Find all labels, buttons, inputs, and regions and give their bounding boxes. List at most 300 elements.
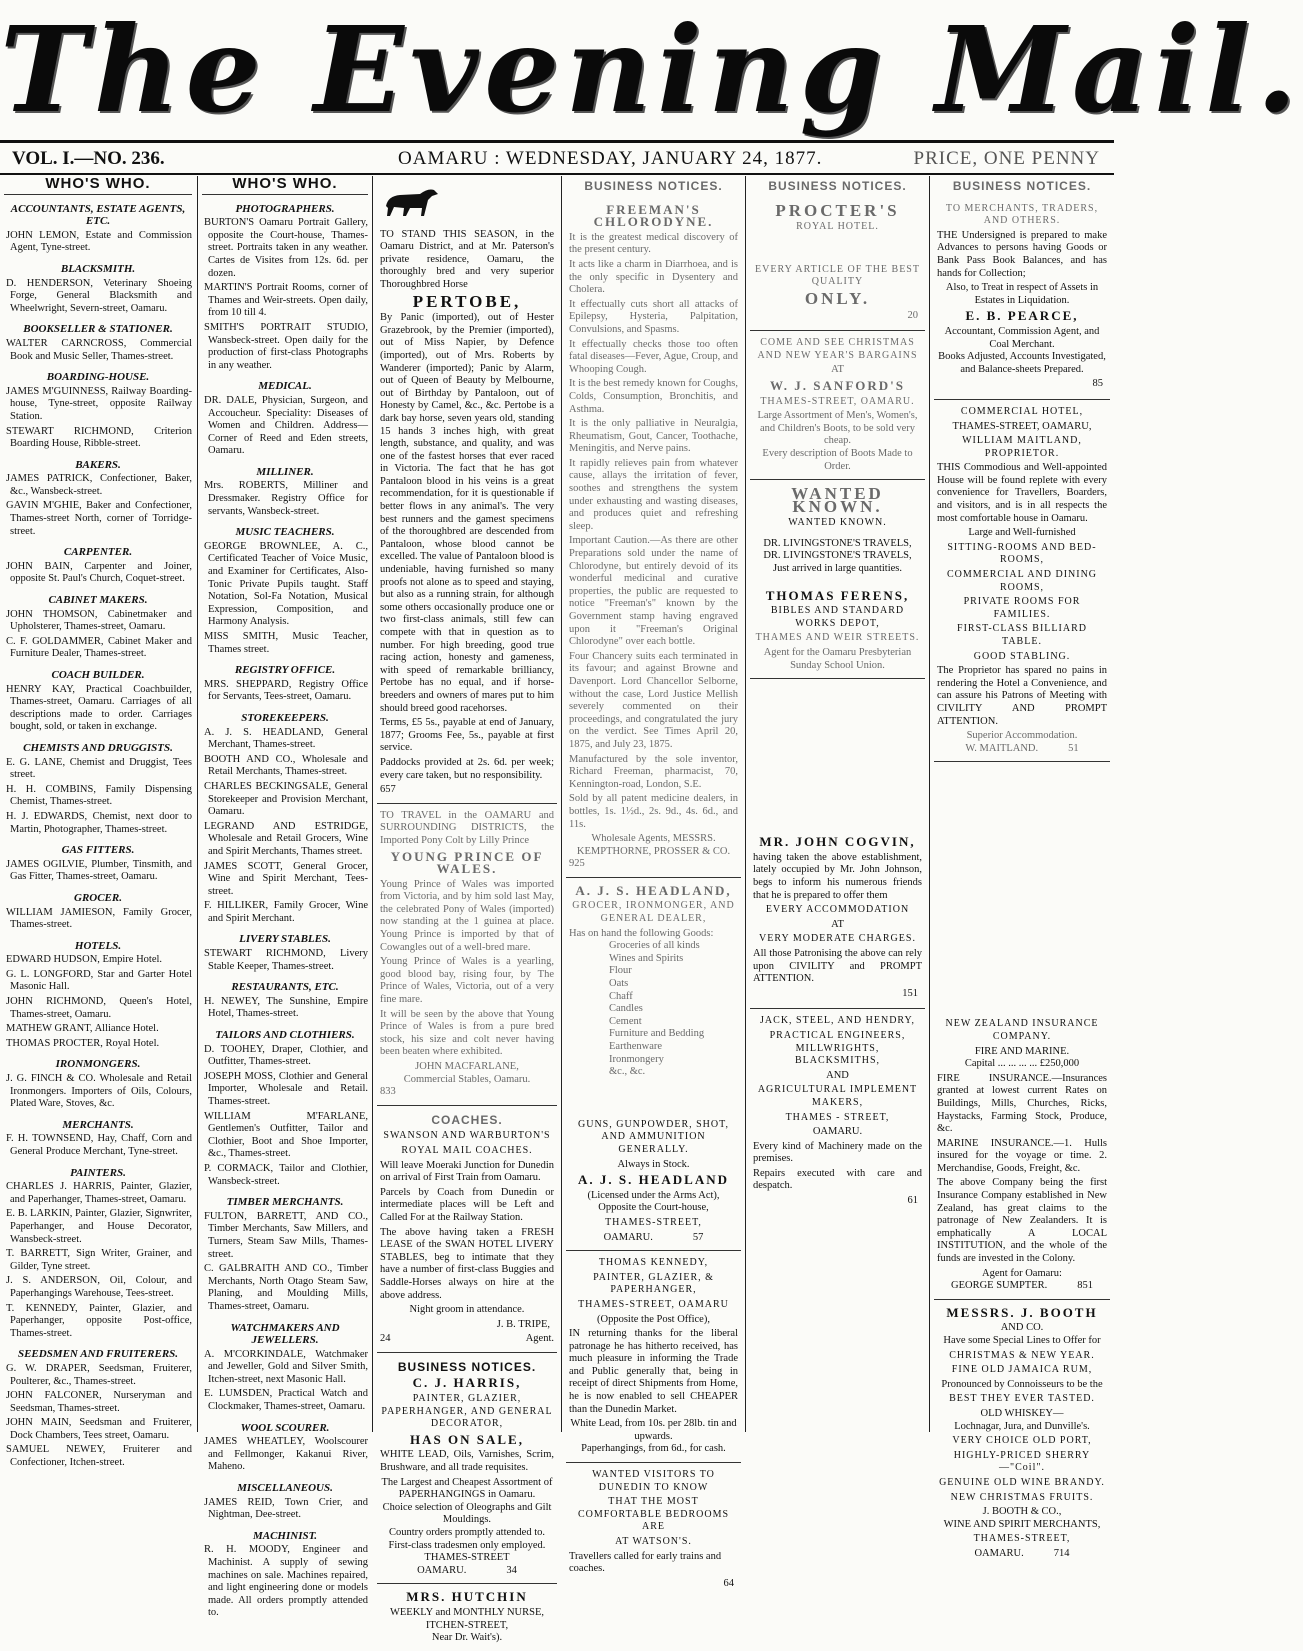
business-heading: BUSINESS NOTICES. xyxy=(584,179,723,193)
procter-only: ONLY. xyxy=(804,288,871,308)
section-heading: BOOKSELLER & STATIONER. xyxy=(23,323,173,336)
commercial-hotel-ad xyxy=(934,400,1110,762)
directory-entry: BURTON'S Oamaru Portrait Gallery, opposite the Court-house, Thames-street. Portraits taken in any weather. Cartes de Visites from 12s. 6d. per dozen. xyxy=(204,217,368,279)
sanford-at: AT xyxy=(831,364,844,376)
harris-body: Choice selection of Oleographs and Gilt Mouldings. xyxy=(382,1501,552,1526)
pearce-ad xyxy=(934,197,1110,400)
stud-terms: Terms, £5 5s., payable at end of January, 1877; Grooms Fee, 5s., payable at first service. xyxy=(380,717,554,754)
pony-intro: TO TRAVEL in the OAMARU and SURROUNDING DISTRICTS, the Imported Pony Colt by Lilly Prince xyxy=(380,809,554,846)
ad-number: 151 xyxy=(902,987,918,999)
coach-ad xyxy=(377,1106,557,1353)
kennedy-trade: PAINTER, GLAZIER, & PAPERHANGER, xyxy=(593,1271,714,1296)
book-title: DR. LIVINGSTONE'S TRAVELS, xyxy=(763,537,912,549)
column-whos-who-1 xyxy=(4,175,192,1469)
harris-body: The Largest and Cheapest Assortment of PAPERHANGINGS in Oamaru. xyxy=(381,1476,553,1501)
kennedy-paper: Paperhangings, from 6d., for cash. xyxy=(581,1443,726,1455)
section-heading: MACHINIST. xyxy=(252,1529,318,1542)
section-heading: LIVERY STABLES. xyxy=(239,933,331,946)
business-heading: BUSINESS NOTICES. xyxy=(952,179,1092,193)
directory-entry: C. GALBRAITH AND CO., Timber Merchants, North Otago Steam Saw, Planing, and Moulding Mills, Thames-street, Oamaru. xyxy=(204,1263,368,1312)
section-heading: ACCOUNTANTS, ESTATE AGENTS, ETC. xyxy=(10,202,186,228)
steel-street: THAMES - STREET, xyxy=(785,1111,890,1123)
section-heading: BOARDING-HOUSE. xyxy=(46,371,150,384)
column-rule xyxy=(197,176,198,1432)
steel-repairs: Repairs executed with care and despatch. xyxy=(753,1167,922,1192)
hotel-street: THAMES-STREET, OAMARU, xyxy=(952,420,1092,432)
kennedy-street: THAMES-STREET, OAMARU xyxy=(578,1298,729,1310)
hotel-accommodation: Superior Accommodation. xyxy=(966,730,1078,742)
headland-opp: Opposite the Court-house, xyxy=(598,1202,709,1214)
sanford-name: W. J. SANFORD'S xyxy=(770,377,905,393)
steel-town: OAMARU. xyxy=(812,1126,863,1138)
stock-item: Cement xyxy=(609,1015,642,1027)
directory-entry: HENRY KAY, Practical Coachbuilder, Thames-street, Oamaru. Carriages of all descriptions made to order. Carriages bought, sold, or taken in exchange. xyxy=(6,683,192,733)
watson-line: AT WATSON'S. xyxy=(615,1536,692,1547)
coach-title: ROYAL MAIL COACHES. xyxy=(401,1144,533,1156)
chlorodyne-agents: Wholesale Agents, MESSRS. KEMPTHORNE, PROSSER & CO. xyxy=(576,833,731,857)
booth-xmas: CHRISTMAS & NEW YEAR. xyxy=(949,1349,1095,1361)
directory-entry: MISS SMITH, Music Teacher, Thames street. xyxy=(204,631,368,655)
booth-item: FINE OLD JAMAICA RUM, xyxy=(951,1364,1093,1376)
hotel-feature: FIRST-CLASS BILLIARD TABLE. xyxy=(957,623,1087,647)
harris-body: WHITE LEAD, Oils, Varnishes, Scrim, Brushware, and all trade requisites. xyxy=(380,1449,554,1474)
kennedy-opp: (Opposite the Post Office), xyxy=(597,1313,710,1325)
ad-number: 833 xyxy=(380,1086,396,1098)
harris-footer xyxy=(380,1565,554,1578)
section-heading: WOOL SCOURER. xyxy=(240,1421,330,1434)
ferens-agent: Agent for the Oamaru Presbyterian Sunday School Union. xyxy=(763,647,912,671)
coach-body: Will leave Moeraki Junction for Dunedin on arrival of First Train from Oamaru. xyxy=(380,1159,554,1184)
headland-title: GROCER, IRONMONGER, AND GENERAL DEALER, xyxy=(572,900,735,925)
harris-street: THAMES-STREET xyxy=(424,1552,510,1564)
hotel-feature: COMMERCIAL AND DINING ROOMS, xyxy=(946,569,1098,593)
procter-hotel: ROYAL HOTEL. xyxy=(796,221,879,233)
chlorodyne-line: It acts like a charm in Diarrhoea, and is the only specific in Dysentery and Cholera. xyxy=(569,258,738,296)
pony-body: Young Prince of Wales is a yearling, good blood bay, rising four, by The Prince of Wales, Victoria, out of a very fine mare. xyxy=(380,956,554,1006)
column-6 xyxy=(934,176,1110,1559)
cogvin-charges: VERY MODERATE CHARGES. xyxy=(759,933,916,945)
coach-body: Parcels by Coach from Dunedin or intermediate places will be Left and Called For at the Railway Station. xyxy=(380,1186,554,1223)
steel-ad xyxy=(750,1009,925,1215)
booth-trade: WINE AND SPIRIT MERCHANTS, xyxy=(943,1518,1101,1530)
business-heading: BUSINESS NOTICES. xyxy=(768,179,907,193)
wanted-known: WANTED KNOWN. xyxy=(788,517,887,529)
directory-entry: GAVIN M'GHIE, Baker and Confectioner, Thames-street North, corner of Torridge-street. xyxy=(6,500,192,537)
section-heading: COACH BUILDER. xyxy=(51,669,145,681)
coach-agent: Agent. xyxy=(525,1333,554,1345)
section-heading: PAINTERS. xyxy=(70,1166,126,1179)
directory-entry: Mrs. ROBERTS, Milliner and Dressmaker. Registry Office for servants, Wansbeck-street. xyxy=(204,480,368,517)
column-heading: WHO'S WHO. xyxy=(4,178,192,195)
watson-travellers: Travellers called for early trains and coaches. xyxy=(569,1550,722,1575)
sanford-body: Every description of Boots Made to Order. xyxy=(762,447,913,472)
cogvin-body: All those Patronising the above can rely upon CIVILITY and PROMPT ATTENTION. xyxy=(753,947,922,985)
watson-line: WANTED VISITORS TO DUNEDIN TO KNOW xyxy=(592,1469,715,1493)
headland-street: THAMES-STREET, xyxy=(605,1216,702,1228)
directory-entry: STEWART RICHMOND, Criterion Boarding House, Ribble-street. xyxy=(6,425,192,450)
directory-entry: T. BARRETT, Sign Writer, Grainer, and Gilder, Tyne street. xyxy=(6,1248,192,1272)
column-rule xyxy=(929,176,930,1432)
section-heading: PHOTOGRAPHERS. xyxy=(235,202,335,215)
nurse-line: Near Dr. Wait's). xyxy=(431,1632,503,1644)
hotel-feature: PRIVATE ROOMS FOR FAMILIES. xyxy=(963,596,1081,620)
pearce-trade: Accountant, Commission Agent, and Coal Merchant. xyxy=(944,325,1100,350)
booth-item: VERY CHOICE OLD PORT, xyxy=(952,1435,1092,1447)
ad-number: 20 xyxy=(907,309,918,321)
harris-body: Country orders promptly attended to. xyxy=(388,1527,545,1538)
masthead xyxy=(0,0,1303,140)
section-heading: CARPENTER. xyxy=(63,546,133,559)
wanted-known: WANTED KNOWN. xyxy=(791,484,884,516)
stock-item: Groceries of all kinds xyxy=(609,940,700,952)
booth-item: BEST THEY EVER TASTED. xyxy=(949,1393,1095,1405)
chlorodyne-line: Sold by all patent medicine dealers, in bottles, 1s. 1½d., 2s. 9d., 4s. 6d., and 11s. xyxy=(569,793,738,830)
insurance-footer xyxy=(937,1280,1107,1293)
directory-entry: G. L. LONGFORD, Star and Garter Hotel Masonic Hall. xyxy=(6,968,192,993)
insurance-ad xyxy=(934,1012,1110,1299)
stock-item: &c., &c. xyxy=(609,1066,646,1078)
headland-stock-intro: Has on hand the following Goods: xyxy=(569,927,714,939)
stock-item: Flour xyxy=(609,965,632,977)
headland-ad xyxy=(566,878,741,1251)
coach-body: The above having taken a FRESH LEASE of the SWAN HOTEL LIVERY STABLES, beg to intimate that they have a number of first-class Buggies and Saddle-Horses always on hire at the above address. xyxy=(380,1226,554,1301)
booth-ad xyxy=(934,1300,1110,1567)
section-heading: IRONMONGERS. xyxy=(55,1058,141,1071)
pony-signature: JOHN MACFARLANE, xyxy=(415,1061,519,1072)
coach-heading: COACHES. xyxy=(431,1112,503,1127)
hotel-body: The Proprietor has spared no pains in rendering the Hotel a Convenience, and can assure his Patrons of Meeting with CIVILITY AND PROMPT ATTENTION. xyxy=(937,665,1107,727)
directory-entry: JOHN BAIN, Carpenter and Joiner, opposite St. Paul's Church, Coquet-street. xyxy=(6,560,192,585)
ad-number: 925 xyxy=(569,858,585,870)
stock-item: Chaff xyxy=(609,990,633,1002)
booth-item: NEW CHRISTMAS FRUITS. xyxy=(950,1491,1094,1503)
kennedy-ad xyxy=(566,1251,741,1463)
hotel-rooms: Large and Well-furnished xyxy=(968,527,1076,539)
kennedy-name: THOMAS KENNEDY, xyxy=(598,1257,709,1269)
section-heading: MEDICAL. xyxy=(258,380,312,393)
directory-entry: JAMES OGILVIE, Plumber, Tinsmith, and Gas Fitter, Thames-street, Oamaru. xyxy=(6,858,192,883)
ferens-name: THOMAS FERENS, xyxy=(765,587,910,603)
directory-entry: JOHN THOMSON, Cabinetmaker and Upholsterer, Thames-street, Oamaru. xyxy=(6,608,192,633)
headland-name-2: A. J. S. HEADLAND xyxy=(577,1172,729,1188)
directory-entry: SAMUEL NEWEY, Fruiterer and Confectioner, Itchen-street. xyxy=(6,1444,192,1469)
chlorodyne-lines xyxy=(569,232,738,831)
directory-entry: F. HILLIKER, Family Grocer, Wine and Spirit Merchant. xyxy=(204,900,368,924)
chlorodyne-ad xyxy=(566,197,741,878)
sanford-street: THAMES-STREET, OAMARU. xyxy=(760,395,915,407)
hotel-footer xyxy=(937,743,1107,756)
ferens-arrived: Just arrived in large quantities. xyxy=(773,563,902,575)
pony-ad xyxy=(377,804,557,1106)
newspaper-title: The Evening Mail. xyxy=(0,0,1303,139)
directory-entry: FULTON, BARRETT, AND CO., Timber Merchants, Saw Millers, and Turners, Steam Saw Mills, Thames-street. xyxy=(204,1210,368,1260)
procter-ad xyxy=(750,197,925,332)
chlorodyne-line: It effectually checks those too often fatal diseases—Fever, Ague, Croup, and Whooping Cough. xyxy=(569,338,738,375)
nurse-line: WEEKLY and MONTHLY NURSE, xyxy=(389,1606,544,1618)
horse-pedigree: By Panic (imported), out of Hester Grazebrook, by the Premier (imported), out of Miss Napier, by Defence (imported), out of Mrs. Roberts by Wanderer (imported); Panic by Alarm, out of Queen of Beauty by Melbourne, out of Birthday by Pantaloon, out of Honesty by Camel, &c., &c. Pertobe is a dark bay horse, seven years old, standing 15 hands 3 inches high, with great length, substance, and quality, and was one of the fastest horses that ever raced in Victoria. The fact that he has got Pantaloon blood in his veins is a great recommendation, for it is questionable if better flows in any animal's. The very best runners and the gamest specimens of the thoroughbred are descended from Pantaloon, whose blood cannot be excelled. The value of Pantaloon blood is undeniable, having furnished so many proofs not alone as to speed and staying, but also as a running strain, for although some others occasionally produce one or two first-class animals, still few can compete with that in question as to number. For high breeding, good true racing action, honesty and gameness, with speed of remarkable brilliancy, Pertobe has no equal, and if horse-breeders and owners of mares put to him should breed good racehorses. xyxy=(380,312,554,714)
stock-item: Furniture and Bedding xyxy=(609,1028,705,1040)
directory-entry: T. KENNEDY, Painter, Glazier, and Paperhanger, opposite Post-office, Thames-street. xyxy=(6,1302,192,1339)
booth-street: THAMES-STREET, xyxy=(973,1533,1071,1545)
chlorodyne-line: It is the only palliative in Neuralgia, Rheumatism, Gout, Cancer, Toothache, Meningitis, and Nerve pains. xyxy=(569,418,738,455)
directory-entry: THOMAS PROCTER, Royal Hotel. xyxy=(6,1037,160,1049)
steel-trade: AGRICULTURAL IMPLEMENT MAKERS, xyxy=(757,1084,918,1108)
ad-number: 61 xyxy=(907,1195,918,1207)
harris-sale: HAS ON SALE, xyxy=(410,1431,524,1447)
steel-and: AND xyxy=(826,1069,849,1081)
section-heading: MISCELLANEOUS. xyxy=(237,1482,333,1495)
booth-item: OLD WHISKEY— xyxy=(980,1407,1064,1419)
section-heading: MERCHANTS. xyxy=(62,1118,134,1131)
section-heading: SEEDSMEN AND FRUITERERS. xyxy=(17,1348,179,1361)
directory-entry: WILLIAM M'FARLANE, Gentlemen's Outfitter, Tailor and Clothier, Boot and Shoe Importer, &c., Thames-street. xyxy=(204,1110,368,1160)
chlorodyne-line: It effectually cuts short all attacks of Epilepsy, Hysteria, Palpitation, Convulsions, and Spasms. xyxy=(569,298,738,335)
stock-item: Ironmongery xyxy=(609,1053,664,1065)
ad-number: 64 xyxy=(723,1577,734,1589)
directory-entry: A. M'CORKINDALE, Watchmaker and Jeweller, Gold and Silver Smith, Itchen-street, next Masonic Hall. xyxy=(204,1348,368,1385)
directory-entry: EDWARD HUDSON, Empire Hotel. xyxy=(6,954,163,966)
cogvin-ad xyxy=(750,829,925,1009)
column-rule xyxy=(745,176,746,1432)
hotel-body: THIS Commodious and Well-appointed House will be found replete with every convenience for Travellers, Boarders, and visitors, and is in all respects the most comfortable house in Oamaru. xyxy=(937,462,1107,524)
ad-number: 24 xyxy=(380,1333,391,1345)
directory-entry: H. H. COMBINS, Family Dispensing Chemist, Thames-street. xyxy=(6,783,192,808)
directory-entry: JAMES PATRICK, Confectioner, Baker, &c., Wansbeck-street. xyxy=(6,473,192,497)
horse-name: PERTOBE, xyxy=(412,291,522,311)
insurance-body: The above Company being the first Insurance Company established in New Zealand, has great claims to the patronage of New Zealanders. It is emphatically A LOCAL INSTITUTION, and the whole of the funds are invested in the Colony. xyxy=(937,1177,1107,1265)
directory-entry: J. S. ANDERSON, Oil, Colour, and Paperhangings Warehouse, Tees-street. xyxy=(6,1275,192,1299)
procter-name: PROCTER'S xyxy=(775,200,900,220)
stock-item: Candles xyxy=(609,1003,643,1015)
nurse-line: ITCHEN-STREET, xyxy=(425,1619,509,1631)
directory-entry: MRS. SHEPPARD, Registry Office for Servants, Tees-street, Oamaru. xyxy=(204,678,368,703)
directory-entry: MARTIN'S Portrait Rooms, corner of Thames and Weir-streets. Open daily, from 10 till 4. xyxy=(204,282,368,319)
sanford-ad xyxy=(750,331,925,480)
directory-entry: H. J. EDWARDS, Chemist, next door to Martin, Photographer, Thames-street. xyxy=(6,810,192,835)
ferens-street: THAMES AND WEIR STREETS. xyxy=(755,632,920,644)
ferens-depot: BIBLES AND STANDARD WORKS DEPOT, xyxy=(770,605,905,629)
insurance-capital: Capital ... ... ... ... £250,000 xyxy=(964,1058,1080,1070)
section-heading: MUSIC TEACHERS. xyxy=(235,526,335,539)
chlorodyne-line: It is the best remedy known for Coughs, Colds, Consumption, Bronchitis, and Asthma. xyxy=(569,378,738,415)
directory-entry: CHARLES J. HARRIS, Painter, Glazier, and Paperhanger, Thames-street, Oamaru. xyxy=(6,1181,192,1205)
pearce-books: Books Adjusted, Accounts Investigated, and Balance-sheets Prepared. xyxy=(938,351,1106,375)
hotel-proprietor: WILLIAM MAITLAND, PROPRIETOR. xyxy=(962,435,1082,459)
headland-guns: GUNS, GUNPOWDER, SHOT, AND AMMUNITION GENERALLY. xyxy=(578,1118,729,1155)
stock-item: Wines and Spirits xyxy=(609,952,684,964)
section-heading: HOTELS. xyxy=(74,939,122,952)
headland-items xyxy=(569,940,738,1079)
steel-trade: PRACTICAL ENGINEERS, MILLWRIGHTS, BLACKSMITHS, xyxy=(769,1029,906,1067)
directory-entry: GEORGE BROWNLEE, A. C., Certificated Teacher of Voice Music, and Examiner for Certificates, Also-Tonic Private Pupils taught. Staff Notation, Sol-Fa Notation, Musical Expression, Composition, and Harmony Analysis. xyxy=(204,540,368,628)
stock-item: Oats xyxy=(609,978,629,990)
hotel-signature: W. MAITLAND. xyxy=(965,742,1039,754)
stock-item: Earthenware xyxy=(609,1041,663,1052)
column-3 xyxy=(377,176,557,1644)
section-heading: GAS FITTERS. xyxy=(61,844,135,857)
place-date: OAMARU : WEDNESDAY, JANUARY 24, 1877. xyxy=(398,148,823,169)
pearce-also: Also, to Treat in respect of Assets in Estates in Liquidation. xyxy=(945,282,1099,306)
harris-trade: PAINTER, GLAZIER, PAPERHANGER, AND GENERAL DECORATOR, xyxy=(381,1393,553,1430)
price: PRICE, ONE PENNY xyxy=(913,148,1100,169)
booth-and: AND CO. xyxy=(1000,1322,1044,1334)
section-heading: BLACKSMITH. xyxy=(60,262,136,275)
coach-signature: J. B. TRIPE, xyxy=(496,1318,550,1330)
coach-night: Night groom in attendance. xyxy=(409,1304,525,1316)
headland-name: A. J. S. HEADLAND, xyxy=(575,882,732,898)
headland-licence: (Licensed under the Arms Act), xyxy=(587,1189,720,1201)
booth-intro: Have some Special Lines to Offer for xyxy=(943,1335,1101,1346)
pony-name: YOUNG PRINCE OF WALES. xyxy=(390,848,544,877)
directory-entry: JAMES SCOTT, General Grocer, Wine and Spirit Merchant, Tees-street. xyxy=(204,860,368,897)
directory-entry: D. TOOHEY, Draper, Clothier, and Outfitter, Thames-street. xyxy=(204,1043,368,1068)
directory-entry: JOSEPH MOSS, Clothier and General Importer, Wholesale and Retail. Thames-street. xyxy=(204,1070,368,1107)
coach-footer xyxy=(380,1333,554,1346)
ad-number: 34 xyxy=(506,1564,517,1576)
chlorodyne-line: Important Caution.—As there are other Preparations sold under the name of Chlorodyne, but entirely devoid of its wonderful medicinal and curative properties, the public are requested to notice "Freeman's" known by the Government stamp having engraved upon it "Freeman's Original Chlorodyne" over each bottle. xyxy=(569,535,738,648)
insurance-sub: FIRE AND MARINE. xyxy=(974,1045,1070,1057)
pearce-to: TO MERCHANTS, TRADERS, AND OTHERS. xyxy=(945,202,1099,227)
dateline-bar xyxy=(0,140,1114,175)
directory-entry: J. G. FINCH & CO. Wholesale and Retail Ironmongers. Importers of Oils, Colours, Plated Ware, Stoves, &c. xyxy=(6,1073,192,1110)
directory-entry: JAMES WHEATLEY, Woolscourer and Fellmonger, Kakanui River, Maheno. xyxy=(204,1436,368,1473)
chlorodyne-title: FREEMAN'S CHLORODYNE. xyxy=(593,201,714,230)
stud-horse-ad xyxy=(377,176,557,804)
harris-ad xyxy=(377,1353,557,1585)
insurance-agent-name: GEORGE SUMPTER. xyxy=(950,1280,1048,1292)
headland-stock: Always in Stock. xyxy=(617,1158,690,1170)
column-heading: WHO'S WHO. xyxy=(202,178,368,195)
section-heading: CABINET MAKERS. xyxy=(48,594,148,607)
headland-town: OAMARU. xyxy=(603,1231,653,1243)
directory-entry: G. W. DRAPER, Seedsman, Fruiterer, Poulterer, &c., Thames-street. xyxy=(6,1362,192,1387)
chlorodyne-line: It is the greatest medical discovery of the present century. xyxy=(569,231,738,256)
harris-town: OAMARU. xyxy=(417,1564,467,1576)
directory-entry: D. HENDERSON, Veterinary Shoeing Forge, General Blacksmith and Wheelwright, Severn-street, Oamaru. xyxy=(6,277,192,314)
booth-item: HIGHLY-PRICED SHERRY—"Coil". xyxy=(953,1449,1091,1474)
cogvin-at: AT xyxy=(831,918,844,930)
section-heading: CHEMISTS AND DRUGGISTS. xyxy=(23,741,173,754)
directory-entry: WILLIAM JAMIESON, Family Grocer, Thames-street. xyxy=(6,906,192,931)
steel-body: Every kind of Machinery made on the premises. xyxy=(753,1140,922,1165)
section-heading: WATCHMAKERS AND JEWELLERS. xyxy=(230,1321,340,1347)
business-heading: BUSINESS NOTICES. xyxy=(397,1359,537,1374)
section-heading: BAKERS. xyxy=(75,458,121,471)
booth-town: OAMARU. xyxy=(974,1547,1024,1559)
ferens-ad xyxy=(750,480,925,679)
ad-number: 714 xyxy=(1053,1547,1070,1559)
directory-entry: JOHN RICHMOND, Queen's Hotel, Thames-street, Oamaru. xyxy=(6,996,192,1020)
hotel-feature: GOOD STABLING. xyxy=(973,650,1071,662)
column-rule xyxy=(561,176,562,1432)
coach-title: SWANSON AND WARBURTON'S xyxy=(383,1130,551,1142)
directory-entry: SMITH'S PORTRAIT STUDIO, Wansbeck-street. Open daily for the production of first-class Photographs in any weather. xyxy=(204,321,368,371)
column-rule xyxy=(372,176,373,1432)
ad-number: 851 xyxy=(1077,1280,1093,1292)
kennedy-lead: White Lead, from 10s. per 28lb. tin and upwards. xyxy=(570,1418,737,1442)
booth-name: MESSRS. J. BOOTH xyxy=(946,1304,1098,1320)
kennedy-body: IN returning thanks for the liberal patronage he has hitherto received, has much pleasure in informing the Trade and Public generally that, being in receipt of direct Shipments from Home, he is now enabled to sell CHEAPER than the Dunedin Market. xyxy=(569,1328,738,1415)
steel-title: JACK, STEEL, AND HENDRY, xyxy=(760,1015,915,1027)
directory-list xyxy=(202,203,368,1620)
directory-entry: A. J. S. HEADLAND, General Merchant, Thames-street. xyxy=(204,726,368,751)
directory-entry: E. G. LANE, Chemist and Druggist, Tees street. xyxy=(6,756,192,781)
directory-entry: CHARLES BECKINGSALE, General Storekeeper and Provision Merchant, Oamaru. xyxy=(204,780,368,818)
booth-item: GENUINE OLD WINE BRANDY. xyxy=(939,1476,1105,1488)
procter-line: EVERY ARTICLE OF THE BEST QUALITY xyxy=(755,263,920,288)
directory-entry: JAMES M'GUINNESS, Railway Boarding-house, Tyne-street, opposite Railway Station. xyxy=(6,385,192,422)
insurance-title: NEW ZEALAND INSURANCE COMPANY. xyxy=(945,1018,1099,1042)
directory-entry: H. NEWEY, The Sunshine, Empire Hotel, Thames-street. xyxy=(204,995,368,1020)
chlorodyne-line: Four Chancery suits each terminated in its favour; and against Browne and Davenport. Lord Chancellor Selborne, without the case, Lord Justice Mellish severely commented on their proceedings, and congratulated the jury on the verdict. See Times April 20, 1875, and July 23, 1875. xyxy=(569,650,738,750)
directory-entry: E. LUMSDEN, Practical Watch and Clockmaker, Thames-street, Oamaru. xyxy=(204,1388,368,1413)
chlorodyne-line: Manufactured by the sole inventor, Richard Freeman, pharmacist, 70, Kennington-road, London, S.E. xyxy=(569,753,738,790)
directory-entry: F. H. TOWNSEND, Hay, Chaff, Corn and General Produce Merchant, Tyne-street. xyxy=(6,1133,192,1157)
cogvin-every: EVERY ACCOMMODATION xyxy=(765,904,910,916)
directory-entry: BOOTH AND CO., Wholesale and Retail Merchants, Thames-street. xyxy=(204,753,368,778)
harris-name: C. J. HARRIS, xyxy=(412,1375,522,1391)
section-heading: MILLINER. xyxy=(256,465,314,478)
hotel-title: COMMERCIAL HOTEL, xyxy=(960,405,1084,417)
chlorodyne-line: It rapidly relieves pain from whatever cause, allays the irritation of fever, soothes and strengthens the system under exhausting and wasting diseases, and produces quiet and refreshing sleep. xyxy=(569,457,738,532)
pony-body: Young Prince of Wales was imported from Victoria, and by him sold last May, the celebrated Pony of Wales (imported) now standing at the 1 guinea at place. Young Prince is imported by that of Cowangles out of a well-bred mare. xyxy=(380,878,554,953)
harris-body: First-class tradesmen only employed. xyxy=(388,1539,546,1551)
ad-number: 51 xyxy=(1068,742,1079,754)
directory-entry: R. H. MOODY, Engineer and Machinist. A supply of sewing machines on sale. Machines repaired, and light engineering done or models made. All orders promptly attended to. xyxy=(204,1544,368,1619)
booth-item: Pronounced by Connoisseurs to be the xyxy=(941,1378,1103,1390)
directory-entry: C. F. GOLDAMMER, Cabinet Maker and Furniture Dealer, Thames-street. xyxy=(6,635,192,660)
directory-entry: STEWART RICHMOND, Livery Stable Keeper, Thames-street. xyxy=(204,948,368,972)
ad-number: 57 xyxy=(692,1231,704,1243)
pony-address: Commercial Stables, Oamaru. xyxy=(403,1073,531,1085)
section-heading: TAILORS AND CLOTHIERS. xyxy=(215,1029,355,1042)
section-heading: GROCER. xyxy=(74,891,122,904)
column-5 xyxy=(750,176,925,1432)
book-title: DR. LIVINGSTONE'S TRAVELS, xyxy=(763,550,912,562)
ad-number: 85 xyxy=(1092,378,1103,390)
stud-intro: TO STAND THIS SEASON, in the Oamaru District, and at Mr. Paterson's private residence, Oamaru, the thoroughly bred and very superior Thoroughbred Horse xyxy=(380,228,554,290)
column-4 xyxy=(566,176,741,1589)
insurance-body: MARINE INSURANCE.—1. Hulls insured for the voyage or time. 2. Merchandise, Goods, Freight, &c. xyxy=(937,1137,1107,1174)
booth-footer xyxy=(937,1548,1107,1561)
directory-list xyxy=(4,203,192,1470)
horse-icon xyxy=(380,184,442,218)
sanford-line: COME AND SEE CHRISTMAS AND NEW YEAR'S BARGAINS xyxy=(757,337,918,361)
ad-number: 657 xyxy=(380,784,396,796)
nurse-ad xyxy=(377,1584,557,1650)
directory-entry: E. B. LARKIN, Painter, Glazier, Signwriter, Paperhanger, and House Decorator, Wansbeck-street. xyxy=(6,1208,192,1245)
pearce-body: THE Undersigned is prepared to make Advances to persons having Goods or Bank Pass Book Balances, and has hands for Collection; xyxy=(937,229,1107,279)
directory-entry: WALTER CARNCROSS, Commercial Book and Music Seller, Thames-street. xyxy=(6,337,192,362)
nurse-name: MRS. HUTCHIN xyxy=(406,1589,528,1605)
insurance-agent: Agent for Oamaru: xyxy=(982,1267,1062,1279)
booth-item: Lochnagar, Jura, and Dunville's. xyxy=(954,1420,1090,1432)
directory-entry: LEGRAND AND ESTRIDGE, Wholesale and Retail Grocers, Wine and Spirit Merchants, Thames street. xyxy=(204,820,368,857)
watson-ad xyxy=(566,1463,741,1598)
section-heading: TIMBER MERCHANTS. xyxy=(226,1196,344,1209)
directory-entry: P. CORMACK, Tailor and Clothier, Wansbeck-street. xyxy=(204,1162,368,1187)
headland-footer xyxy=(569,1232,738,1245)
section-heading: RESTAURANTS, ETC. xyxy=(231,981,339,994)
directory-entry: JOHN MAIN, Seedsman and Fruiterer, Dock Chambers, Tees street, Oamaru. xyxy=(6,1417,192,1441)
volume-number: VOL. I.—NO. 236. xyxy=(12,148,165,169)
directory-entry: MATHEW GRANT, Alliance Hotel. xyxy=(6,1023,159,1035)
insurance-body: FIRE INSURANCE.—Insurances granted at lowest current Rates on Buildings, Mills, Churches, Ricks, Haystacks, Farming Stock, Produce, &c. xyxy=(937,1072,1107,1135)
sanford-body: Large Assortment of Men's, Women's, and Children's Boots, to be sold very cheap. xyxy=(757,410,918,447)
watson-line: THAT THE MOST COMFORTABLE BEDROOMS ARE xyxy=(577,1496,730,1533)
column-whos-who-2 xyxy=(202,175,368,1619)
hotel-feature: SITTING-ROOMS AND BED-ROOMS, xyxy=(947,541,1097,566)
